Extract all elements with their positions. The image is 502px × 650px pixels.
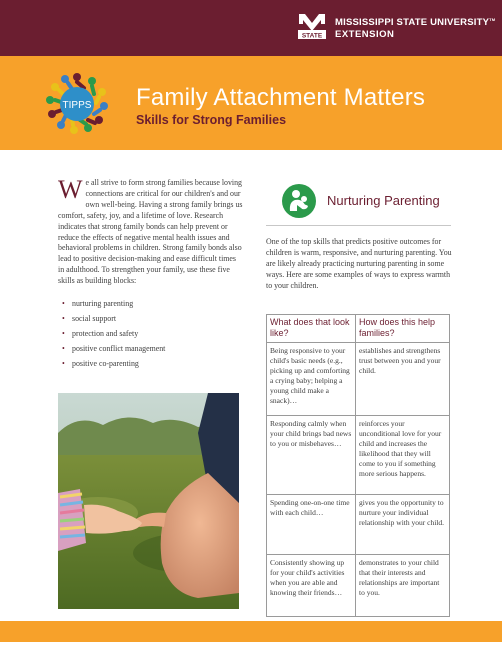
org-name: MISSISSIPPI STATE UNIVERSITY™	[335, 17, 496, 29]
table-cell: gives you the opportunity to nurture your individual relationship with your child.	[356, 495, 450, 555]
intro-paragraph	[58, 175, 244, 287]
header-bar	[0, 0, 502, 56]
table-row	[267, 343, 450, 416]
column-header: What does that look like?	[267, 315, 356, 343]
table-cell: Consistently showing up for your child's activities when you are able and knowing their friends…	[267, 555, 356, 617]
logo-mark-text: STATE	[301, 32, 323, 40]
footer-bar	[0, 621, 502, 642]
list-item: • positive conflict management	[62, 341, 242, 356]
msu-extension-logo	[295, 12, 495, 42]
section-title: Nurturing Parenting	[327, 193, 440, 208]
table-cell: demonstrates to your child that their interests and relationships are important to you.	[356, 555, 450, 617]
table-cell: reinforces your unconditional love for your child and increases the likelihood that they will come to you if something more serious happens.	[356, 416, 450, 495]
skills-list	[62, 296, 242, 371]
tipps-badge	[44, 70, 110, 136]
badge-text: TIPPS	[62, 100, 92, 111]
table-row	[267, 495, 450, 555]
list-item: • social support	[62, 311, 242, 326]
msu-logo-icon	[295, 12, 329, 42]
list-item: • nurturing parenting	[62, 296, 242, 311]
table-row	[267, 416, 450, 495]
page-subtitle: Skills for Strong Families	[136, 113, 287, 127]
list-item: • protection and safety	[62, 326, 242, 341]
table-cell: Responding calmly when your child brings bad news to you or misbehaves…	[267, 416, 356, 495]
table-row	[267, 555, 450, 617]
page-title: Family Attachment Matters	[136, 84, 426, 111]
list-item: • positive co-parenting	[62, 356, 242, 371]
org-division: EXTENSION	[335, 28, 395, 40]
intro-text: e all strive to form strong families because loving connections are critical for our children's and our own well-being. Having a strong family brings us comfort, safety, joy, and a lifetime of love. Research indicates that strong family bonds can help prevent or reduce the effects of negative mental health issues and behavioral problems in children. Strong family bonds also lead to positive decision-making and ease difficult times in adulthood. To strengthen your family, use these five skills as building blocks:	[58, 178, 243, 286]
table-cell: establishes and strengthens trust between you and your child.	[356, 343, 450, 416]
parent-holding-child-icon	[282, 184, 316, 218]
table-header-row	[267, 315, 450, 343]
table-cell: Spending one-on-one time with each child…	[267, 495, 356, 555]
section-intro: One of the top skills that predicts positive outcomes for children is warm, responsive, and nurturing parenting. You are likely already practicing nurturing parenting in some ways. Here are some examples of ways to express warmth to your children.	[266, 237, 452, 290]
nurturing-parenting-table	[266, 314, 450, 617]
family-circle-icon	[44, 70, 110, 136]
section-divider	[266, 225, 451, 226]
intro-dropcap: W	[58, 175, 83, 204]
column-header: How does this help families?	[356, 315, 450, 343]
table-cell: Being responsive to your child's basic needs (e.g., picking up and comforting a crying baby; helping a young child make a snack)…	[267, 343, 356, 416]
hands-photo	[58, 393, 239, 609]
